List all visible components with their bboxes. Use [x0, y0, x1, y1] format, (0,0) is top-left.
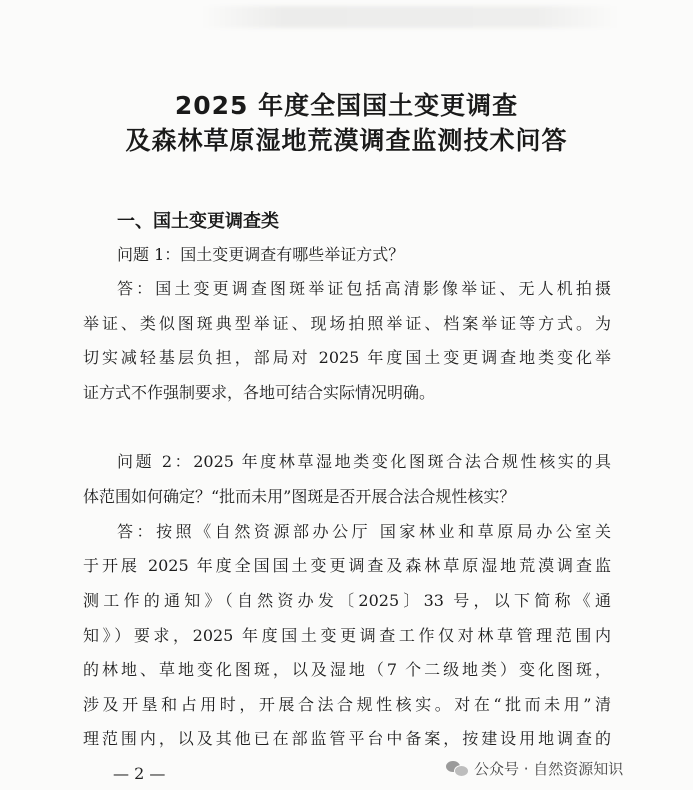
answer-1-line-2: 举证、类似图斑典型举证、现场拍照举证、档案举证等方式。为 [83, 314, 611, 333]
answer-1-line-1: 答：国土变更调查图斑举证包括高清影像举证、无人机拍摄 [117, 279, 611, 298]
section-heading: 一、国土变更调查类 [117, 211, 279, 232]
answer-2-line-6: 涉及开垦和占用时，开展合法合规性核实。对在“批而未用”清 [83, 695, 611, 714]
answer-1-line-4: 证方式不作强制要求，各地可结合实际情况明确。 [83, 383, 436, 402]
bleed-through-shadow [200, 6, 620, 28]
question-1: 问题 1：国土变更调查有哪些举证方式？ [117, 245, 405, 264]
page-number: — 2 — [113, 764, 166, 783]
question-2-line-2: 体范围如何确定？“批而未用”图斑是否开展合法合规性核实？ [83, 487, 516, 506]
question-2-line-1: 问题 2：2025 年度林草湿地类变化图斑合法合规性核实的具 [117, 452, 611, 471]
wechat-watermark [446, 755, 623, 781]
watermark-text: 公众号 · 自然资源知识 [474, 759, 624, 778]
answer-2-line-7: 理范围内，以及其他已在部监管平台中备案，按建设用地调查的 [83, 729, 611, 748]
document-title-line-1: 2025 年度全国国土变更调查 [174, 91, 519, 120]
answer-2-line-5: 的林地、草地变化图斑，以及湿地（7 个二级地类）变化图斑， [83, 660, 611, 679]
answer-2-line-2: 于开展 2025 年度全国国土变更调查及森林草原湿地荒漠调查监 [83, 556, 611, 575]
answer-2-line-3: 测工作的通知》（自然资办发〔2025〕33 号，以下简称《通 [83, 591, 611, 610]
answer-1-line-3: 切实减轻基层负担，部局对 2025 年度国土变更调查地类变化举 [83, 348, 611, 367]
answer-2-line-1: 答：按照《自然资源部办公厅 国家林业和草原局办公室关 [117, 522, 611, 541]
wechat-icon [446, 759, 468, 777]
answer-2-line-4: 知》）要求，2025 年度国土变更调查工作仅对林草管理范围内 [83, 626, 611, 645]
document-title-line-2: 及森林草原湿地荒漠调查监测技术问答 [125, 126, 568, 155]
